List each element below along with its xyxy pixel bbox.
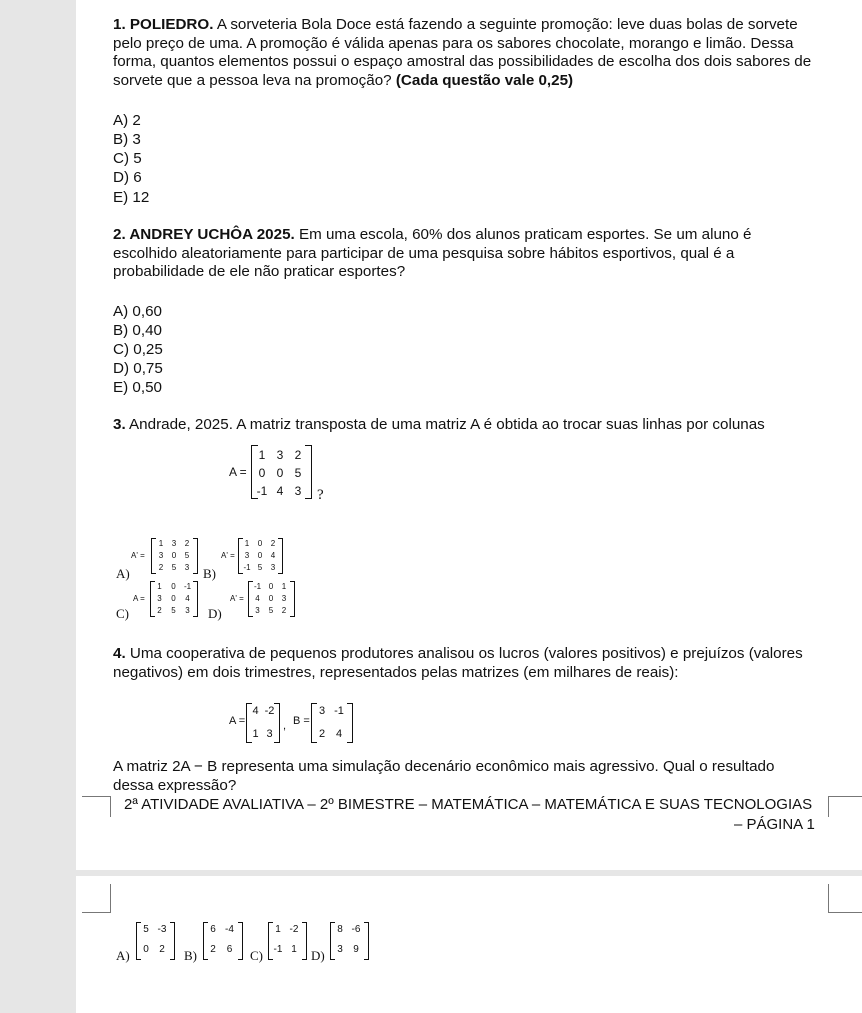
matrix-cell: 2	[184, 539, 190, 548]
question-4-option-a-letter: A)	[116, 948, 130, 963]
matrix-cell: 0	[276, 466, 284, 480]
matrix-cell: 2	[159, 944, 165, 955]
matrix-cell: 5	[171, 606, 176, 615]
question-3-option-b-letter: B)	[203, 566, 216, 581]
question-1-option-a: A) 2	[113, 112, 141, 129]
question-2-option-c: C) 0,25	[113, 341, 163, 358]
question-4-followup: A matriz 2A − B representa uma simulação decenário econômico mais agressivo. Qual o resultado dessa expressão?	[113, 758, 775, 794]
question-2-option-d: D) 0,75	[113, 360, 163, 377]
question-2-option-b: B) 0,40	[113, 322, 162, 339]
matrix-cell: 3	[276, 448, 284, 462]
question-1-option-e: E) 12	[113, 189, 150, 206]
question-4-text: Uma cooperativa de pequenos produtores analisou os lucros (valores positivos) e prejuízos (valores negativos) em dois trimestres, representados pelas matrizes (em milhares de reais):	[113, 645, 803, 681]
matrix-cell: 6	[226, 944, 233, 955]
matrix-cell: -1	[334, 705, 344, 717]
matrix-cell: 1	[275, 924, 281, 935]
matrix-cell: 0	[257, 539, 263, 548]
question-4	[113, 645, 813, 682]
matrix-cell: -6	[351, 924, 361, 935]
question-2-text: Em uma escola, 60% dos alunos praticam esportes. Se um aluno é escolhido aleatoriamente para participar de uma pesquisa sobre hábitos esportivos, qual é a probabilidade de ele não praticar esportes?	[113, 226, 752, 281]
right-bracket	[170, 922, 175, 960]
matrix-cell: 8	[337, 924, 343, 935]
matrix-name: A =	[229, 465, 247, 479]
question-1	[113, 16, 813, 90]
question-1-value-note: (Cada questão vale 0,25)	[395, 71, 574, 89]
question-2-label: 2. ANDREY UCHÔA 2025.	[113, 226, 295, 243]
matrix-cell: 0	[143, 944, 149, 955]
matrix-cell: 1	[281, 582, 287, 591]
matrix-cell: 3	[318, 705, 326, 717]
question-1-option-d: D) 6	[113, 169, 142, 186]
corner-mark	[828, 796, 862, 817]
matrix-cell: 2	[270, 539, 276, 548]
corner-mark	[82, 796, 111, 817]
matrix-cell: 5	[171, 563, 177, 572]
matrix-cell: 0	[171, 582, 176, 591]
question-1-option-c: C) 5	[113, 150, 142, 167]
question-4-option-d-letter: D)	[311, 948, 325, 963]
matrix-cell: 3	[244, 551, 250, 560]
matrix-cell: -3	[157, 924, 167, 935]
right-bracket	[238, 922, 243, 960]
matrix-cell: 1	[158, 539, 164, 548]
matrix-cell: 4	[185, 594, 190, 603]
matrix-cell: 0	[268, 582, 274, 591]
matrix-cell: 4	[335, 728, 343, 740]
matrix-cell: 3	[171, 539, 177, 548]
right-bracket	[364, 922, 369, 960]
matrix-cell: 3	[255, 606, 260, 615]
matrix-name: A' =	[230, 594, 244, 603]
matrix-cell: -4	[225, 924, 234, 935]
matrix-cell: -2	[289, 924, 299, 935]
matrix-cell: 2	[157, 606, 162, 615]
matrix-cell: 0	[258, 466, 266, 480]
matrix-cell: -1	[273, 944, 283, 955]
page-2	[76, 876, 862, 1013]
matrix-cell: 3	[185, 606, 190, 615]
question-3-option-c-matrix	[133, 580, 203, 620]
question-4-option-c-matrix	[268, 921, 308, 961]
matrix-cell: 0	[171, 594, 176, 603]
question-3-option-d-matrix	[230, 580, 305, 620]
matrix-cell: 3	[337, 944, 343, 955]
matrix-cell: -1	[256, 484, 268, 498]
question-4-option-b-matrix	[203, 921, 243, 961]
question-4-option-c-letter: C)	[250, 948, 263, 963]
matrix-cell: 1	[252, 728, 259, 740]
footer-title: 2ª ATIVIDADE AVALIATIVA – 2º BIMESTRE – MATEMÁTICA – MATEMÁTICA E SUAS TECNOLOGIAS	[124, 796, 813, 813]
footer-page-number: – PÁGINA 1	[734, 816, 815, 833]
corner-mark	[82, 884, 111, 913]
matrix-cell: 6	[210, 924, 216, 935]
matrix-cell: 3	[270, 563, 276, 572]
matrix-cell: 9	[353, 944, 359, 955]
matrix-cell: -1	[253, 582, 262, 591]
question-1-label: 1. POLIEDRO.	[113, 16, 214, 33]
matrix-name: A' =	[221, 551, 235, 560]
matrix-cell: -1	[243, 563, 251, 572]
matrix-cell: 2	[158, 563, 164, 572]
matrix-a-name: A =	[229, 715, 246, 727]
matrix-cell: 4	[270, 551, 276, 560]
question-3-option-b-matrix	[221, 537, 291, 577]
question-3-option-a-matrix	[131, 537, 201, 577]
question-4-option-b-letter: B)	[184, 948, 197, 963]
matrix-cell: 2	[294, 448, 302, 462]
matrix-cell: 5	[143, 924, 149, 935]
matrix-name: A' =	[131, 551, 145, 560]
matrix-cell: 3	[281, 594, 287, 603]
matrix-cell: 1	[291, 944, 297, 955]
question-2-option-e: E) 0,50	[113, 379, 162, 396]
question-3-label: 3.	[113, 416, 126, 433]
matrix-cell: 3	[157, 594, 162, 603]
right-bracket	[290, 581, 295, 617]
question-mark: ?	[317, 487, 324, 503]
matrix-cell: 3	[158, 551, 164, 560]
matrix-cell: 0	[268, 594, 274, 603]
matrix-cell: 5	[184, 551, 190, 560]
matrix-cell: 4	[252, 705, 259, 717]
matrix-name: A =	[133, 594, 145, 603]
right-bracket	[302, 922, 307, 960]
question-3-option-c-letter: C)	[116, 606, 129, 621]
right-bracket	[347, 703, 353, 743]
matrix-cell: 5	[268, 606, 274, 615]
right-bracket	[193, 538, 198, 574]
question-3-text: Andrade, 2025. A matriz transposta de uma matriz A é obtida ao trocar suas linhas por colunas	[125, 416, 765, 433]
question-4-label: 4.	[113, 645, 126, 662]
matrix-b-name: B =	[293, 715, 310, 727]
matrix-cell: 1	[258, 448, 266, 462]
matrix-cell: 2	[318, 728, 326, 740]
left-gutter	[0, 0, 76, 1013]
matrix-cell: 1	[244, 539, 250, 548]
matrix-cell: -1	[183, 582, 192, 591]
matrix-cell: 5	[257, 563, 263, 572]
matrix-cell: 4	[255, 594, 260, 603]
matrix-cell: 4	[276, 484, 284, 498]
matrix-cell: 0	[171, 551, 177, 560]
matrix-cell: 3	[294, 484, 302, 498]
question-3-option-a-letter: A)	[116, 566, 130, 581]
page-1	[76, 0, 862, 870]
right-bracket	[305, 445, 312, 499]
question-4-matrices	[229, 702, 369, 744]
question-1-text: A sorveteria Bola Doce está fazendo a seguinte promoção: leve duas bolas de sorvete pelo preço de uma. A promoção é válida apenas para os sabores chocolate, morango e limão. Dessa forma, quantos elementos possui o espaço amostral das possibilidades de escolha dos dois sabores de sorvete que a pessoa leva na promoção?	[113, 16, 812, 89]
matrix-cell: 3	[266, 728, 273, 740]
question-4-option-d-matrix	[330, 921, 370, 961]
question-1-option-b: B) 3	[113, 131, 141, 148]
matrix-separator: ,	[283, 720, 287, 732]
question-3-option-d-letter: D)	[208, 606, 222, 621]
matrix-cell: 1	[157, 582, 162, 591]
matrix-cell: 5	[294, 466, 302, 480]
matrix-cell: 2	[281, 606, 287, 615]
question-2	[113, 226, 813, 282]
question-4-option-a-matrix	[136, 921, 176, 961]
matrix-cell: 0	[257, 551, 263, 560]
question-3-matrix-a	[229, 443, 329, 503]
matrix-cell: 3	[184, 563, 190, 572]
question-3	[113, 416, 813, 435]
matrix-cell: 2	[210, 944, 216, 955]
question-2-option-a: A) 0,60	[113, 303, 162, 320]
corner-mark	[828, 884, 862, 913]
matrix-cell: -2	[264, 705, 275, 717]
